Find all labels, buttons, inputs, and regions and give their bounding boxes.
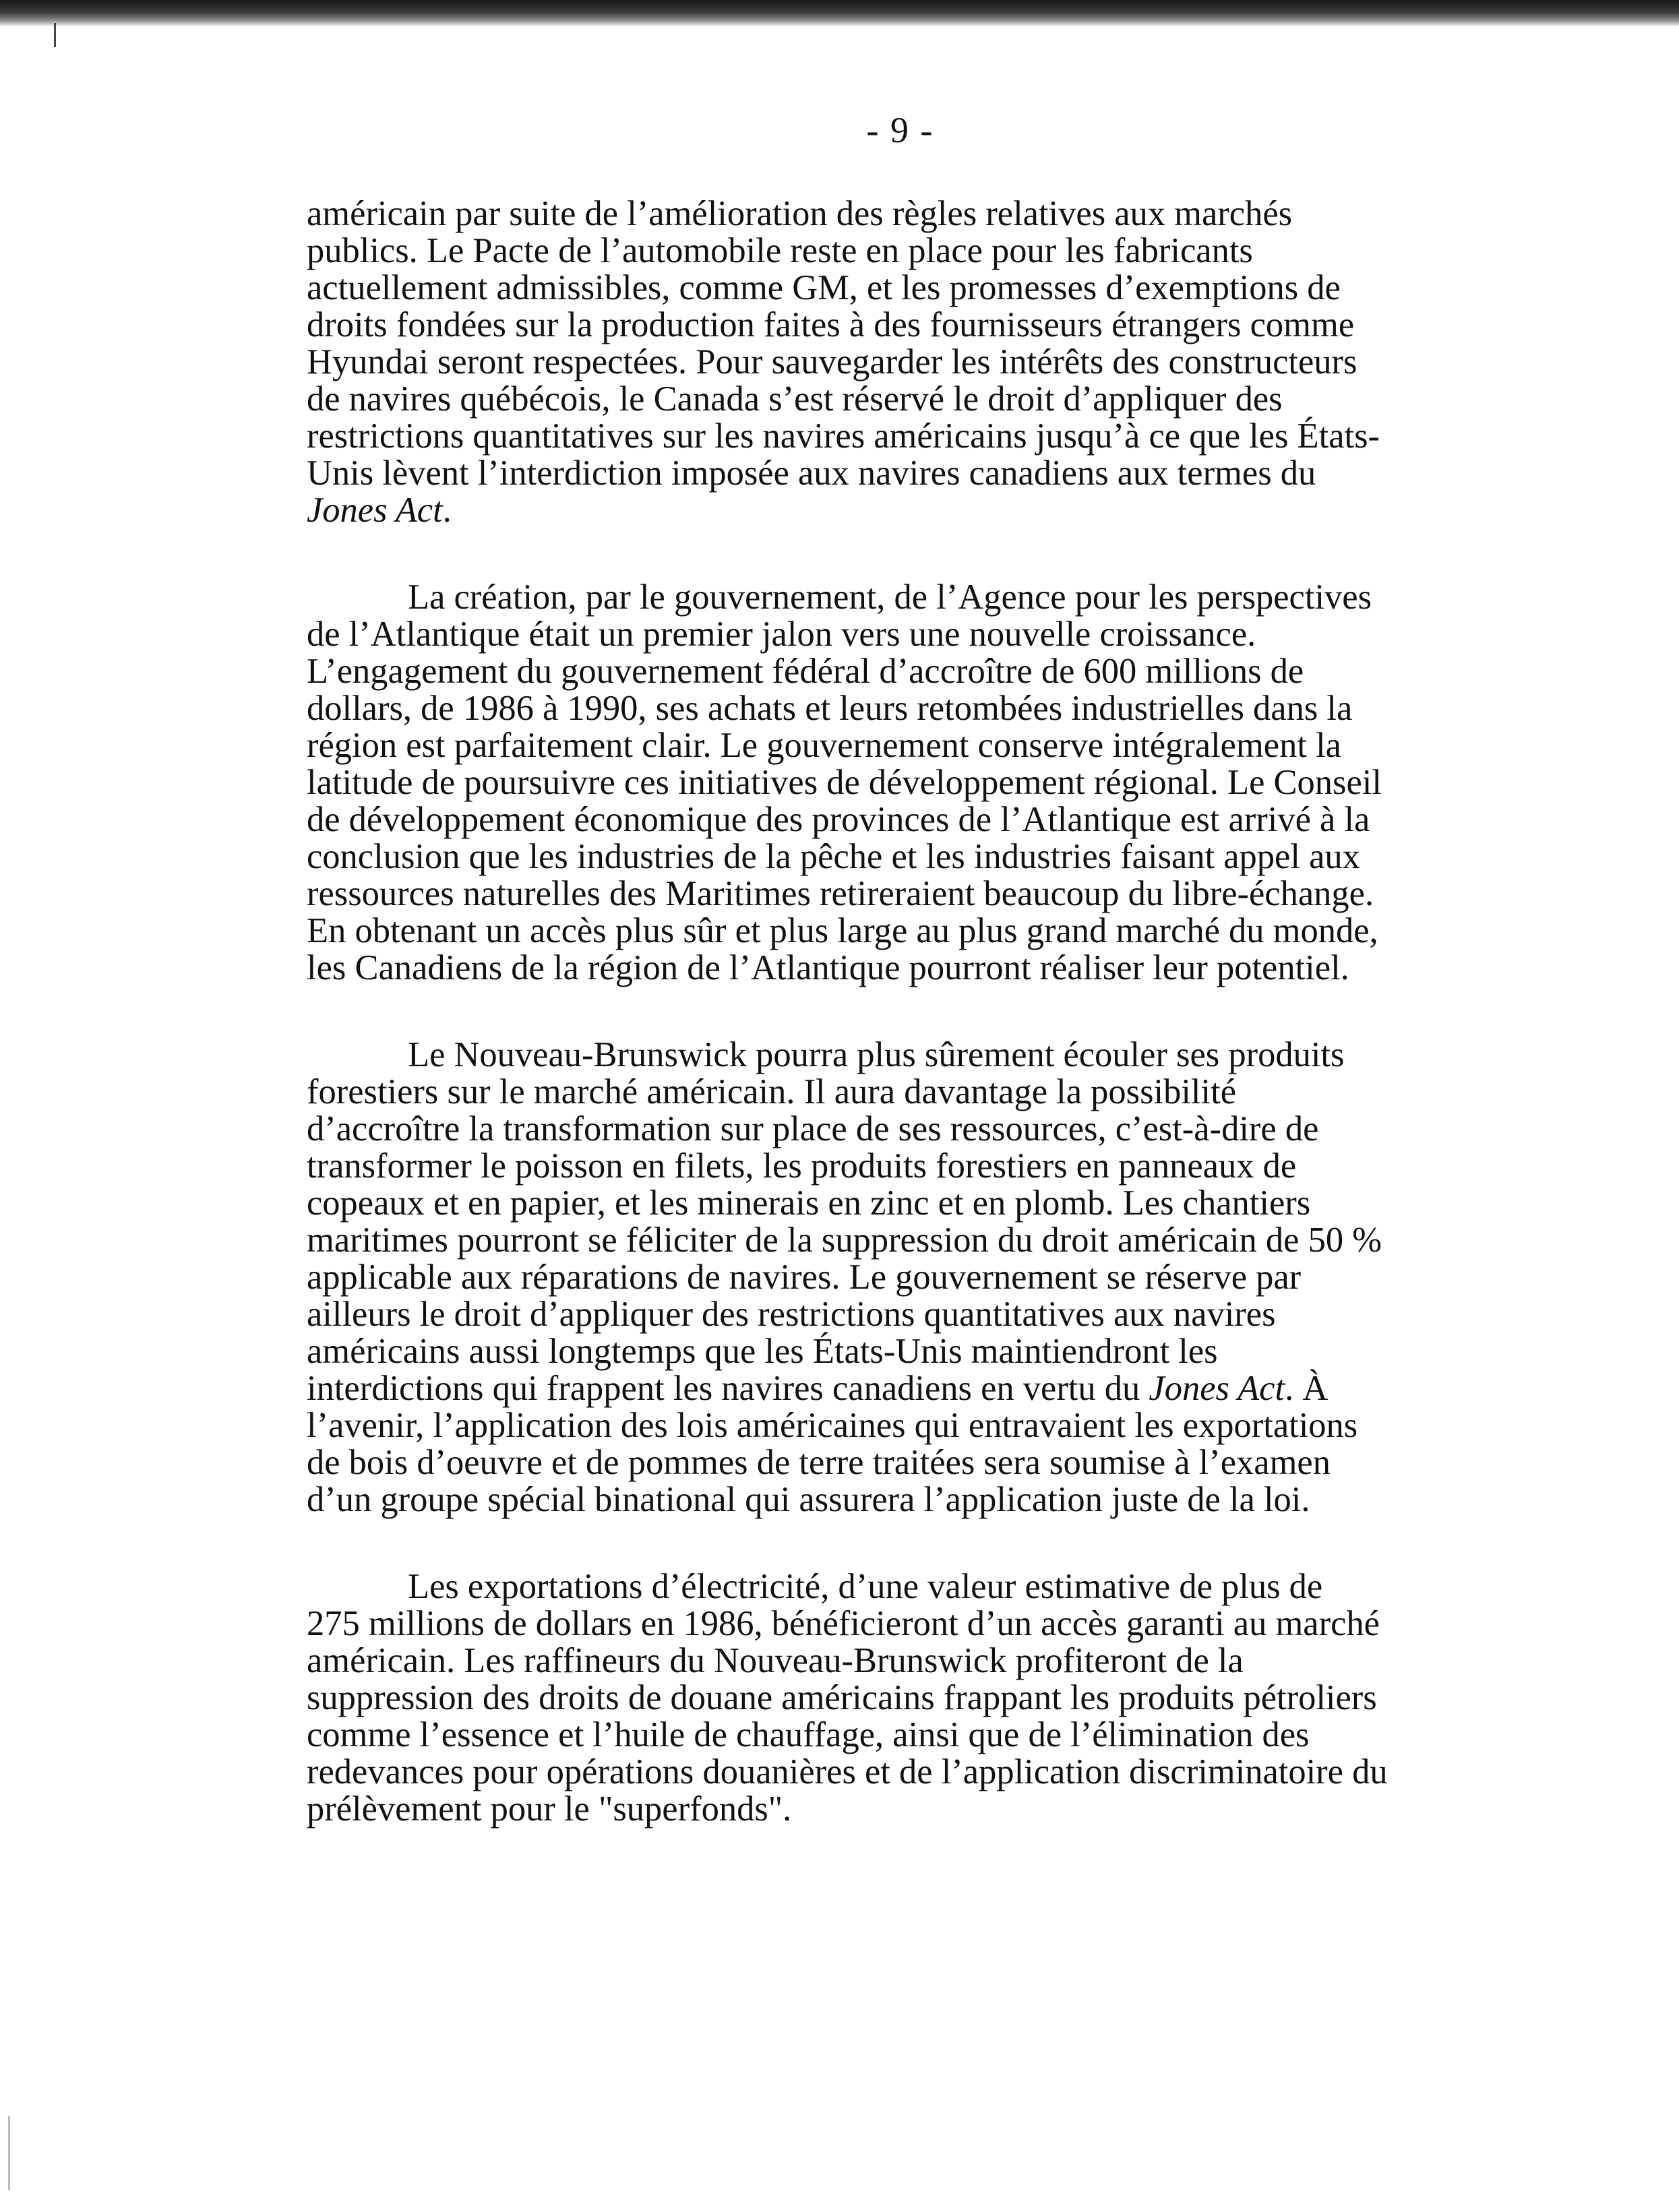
- text-line: d’accroître la transformation sur place de ses ressources, c’est-à-dire de: [307, 1109, 1319, 1148]
- text-line: suppression des droits de douane américains frappant les produits pétroliers: [307, 1678, 1377, 1717]
- scan-margin-mark: [54, 23, 56, 47]
- text-line: applicable aux réparations de navires. Le gouvernement se réserve par: [307, 1258, 1302, 1297]
- text-line: La création, par le gouvernement, de l’Agence pour les perspectives: [408, 578, 1372, 617]
- page-number: - 9 -: [866, 110, 934, 150]
- paragraph-4: [307, 1568, 1513, 1828]
- text-line: américain. Les raffineurs du Nouveau-Brunswick profiteront de la: [307, 1641, 1244, 1680]
- text-line: forestiers sur le marché américain. Il aura davantage la possibilité: [307, 1072, 1236, 1111]
- scan-margin-mark-bottom: [8, 2116, 10, 2190]
- text-line: dollars, de 1986 à 1990, ses achats et leurs retombées industrielles dans la: [307, 689, 1353, 728]
- text-line: Unis lèvent l’interdiction imposée aux navires canadiens aux termes du: [307, 454, 1316, 493]
- text-line: région est parfaitement clair. Le gouvernement conserve intégralement la: [307, 726, 1341, 765]
- text-line: restrictions quantitatives sur les navires américains jusqu’à ce que les États-: [307, 417, 1380, 456]
- text-line: maritimes pourront se féliciter de la suppression du droit américain de 50 %: [307, 1221, 1382, 1260]
- paragraph-2: [307, 579, 1513, 987]
- italic-title: Jones Act: [1149, 1369, 1285, 1408]
- text-line: de l’Atlantique était un premier jalon vers une nouvelle croissance.: [307, 615, 1256, 654]
- paragraph-3: [307, 1037, 1513, 1518]
- line-segment: . À: [1285, 1369, 1329, 1408]
- text-line: de bois d’oeuvre et de pommes de terre traitées sera soumise à l’examen: [307, 1443, 1331, 1482]
- text-line: Le Nouveau-Brunswick pourra plus sûrement écouler ses produits: [408, 1035, 1345, 1074]
- sentence-end: .: [442, 491, 452, 530]
- text-line: transformer le poisson en filets, les produits forestiers en panneaux de: [307, 1146, 1297, 1186]
- text-line: américains aussi longtemps que les États-Unis maintiendront les: [307, 1332, 1218, 1371]
- text-line: ailleurs le droit d’appliquer des restrictions quantitatives aux navires: [307, 1295, 1276, 1334]
- text-line: actuellement admissibles, comme GM, et les promesses d’exemptions de: [307, 268, 1341, 307]
- text-line: redevances pour opérations douanières et de l’application discriminatoire du: [307, 1752, 1388, 1791]
- text-line: Les exportations d’électricité, d’une valeur estimative de plus de: [408, 1567, 1323, 1606]
- text-line: En obtenant un accès plus sûr et plus large au plus grand marché du monde,: [307, 911, 1378, 950]
- paragraph-1: [307, 195, 1513, 529]
- text-line: L’engagement du gouvernement fédéral d’accroître de 600 millions de: [307, 652, 1304, 691]
- text-line-mixed: [307, 1370, 1513, 1407]
- text-line: de navires québécois, le Canada s’est réservé le droit d’appliquer des: [307, 379, 1283, 419]
- text-line: ressources naturelles des Maritimes retireraient beaucoup du libre-échange.: [307, 874, 1374, 913]
- text-line: l’avenir, l’application des lois américaines qui entravaient les exportations: [307, 1406, 1358, 1445]
- text-line: droits fondées sur la production faites à des fournisseurs étrangers comme: [307, 305, 1355, 344]
- text-line: de développement économique des provinces de l’Atlantique est arrivé à la: [307, 800, 1370, 839]
- text-line: d’un groupe spécial binational qui assurera l’application juste de la loi.: [307, 1480, 1310, 1519]
- text-line: comme l’essence et l’huile de chauffage, ainsi que de l’élimination des: [307, 1715, 1310, 1754]
- text-line: 275 millions de dollars en 1986, bénéficieront d’un accès garanti au marché: [307, 1604, 1380, 1643]
- line-segment: interdictions qui frappent les navires canadiens en vertu du: [307, 1369, 1149, 1408]
- italic-title: Jones Act: [307, 491, 443, 530]
- text-line: américain par suite de l’amélioration des règles relatives aux marchés: [307, 194, 1293, 233]
- scan-top-edge: [0, 0, 1679, 27]
- document-body: [307, 195, 1513, 1878]
- text-line: copeaux et en papier, et les minerais en zinc et en plomb. Les chantiers: [307, 1184, 1311, 1223]
- text-line: conclusion que les industries de la pêche et les industries faisant appel aux: [307, 837, 1360, 876]
- text-line: prélèvement pour le "superfonds".: [307, 1789, 792, 1829]
- text-line-italic-ending: [307, 492, 1513, 529]
- text-line: latitude de poursuivre ces initiatives de développement régional. Le Conseil: [307, 763, 1382, 802]
- text-line: les Canadiens de la région de l’Atlantique pourront réaliser leur potentiel.: [307, 948, 1349, 987]
- text-line: publics. Le Pacte de l’automobile reste en place pour les fabricants: [307, 231, 1253, 270]
- text-line: Hyundai seront respectées. Pour sauvegarder les intérêts des constructeurs: [307, 342, 1357, 381]
